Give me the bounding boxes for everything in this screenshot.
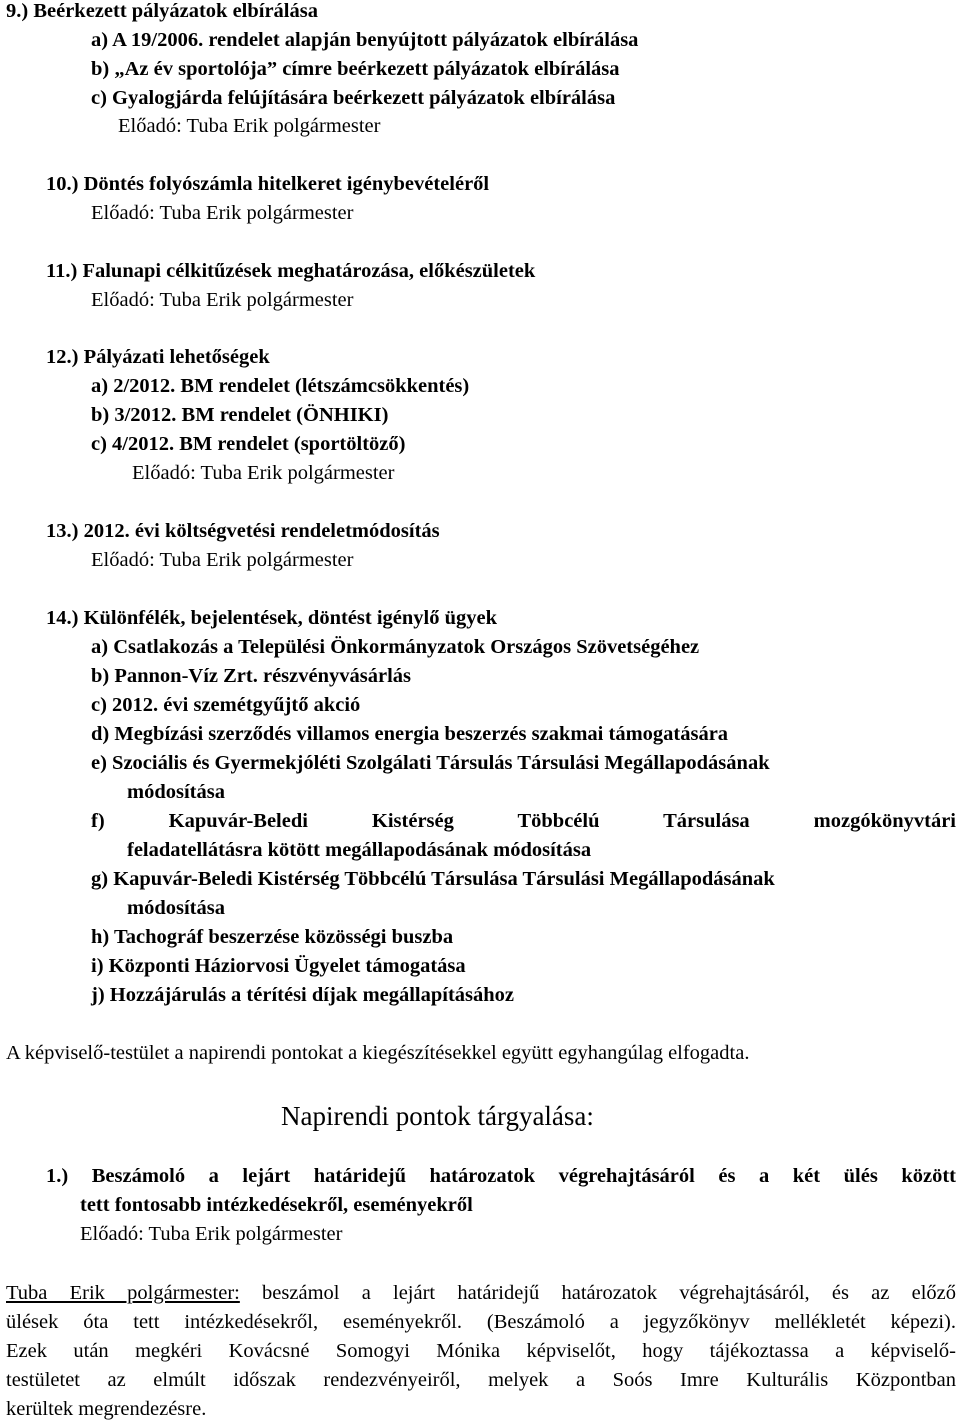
agenda-item-9-title: 9.) Beérkezett pályázatok elbírálása: [6, 0, 318, 22]
body-line-3: Ezek után megkéri Kovácsné Somogyi Mónika képviselőt, hogy tájékoztassa a képviselő-: [6, 1340, 956, 1362]
agenda-item-9-presenter: Előadó: Tuba Erik polgármester: [118, 115, 381, 137]
agenda-item-14g-cont: módosítása: [127, 897, 225, 919]
acceptance-statement: A képviselő-testület a napirendi pontokat a kiegészítésekkel együtt egyhangúlag elfogadta.: [6, 1042, 750, 1064]
agenda-item-13-presenter: Előadó: Tuba Erik polgármester: [91, 549, 354, 571]
body-line-1-text: beszámol a lejárt határidejű határozatok végrehajtásáról, és az előző: [239, 1282, 956, 1304]
section-heading: Napirendi pontok tárgyalása:: [281, 1101, 594, 1131]
agenda-item-14g: g) Kapuvár-Beledi Kistérség Többcélú Társulása Társulási Megállapodásának: [91, 868, 775, 890]
agenda-item-14-title: 14.) Különfélék, bejelentések, döntést igénylő ügyek: [46, 607, 497, 629]
agenda-item-10-presenter: Előadó: Tuba Erik polgármester: [91, 202, 354, 224]
agenda-item-14h: h) Tachográf beszerzése közösségi buszba: [91, 926, 454, 948]
agenda-item-12b: b) 3/2012. BM rendelet (ÖNHIKI): [91, 404, 389, 426]
agenda-item-14b: b) Pannon-Víz Zrt. részvényvásárlás: [91, 665, 412, 687]
agenda-item-9a: a) A 19/2006. rendelet alapján benyújtott pályázatok elbírálása: [91, 29, 639, 51]
agenda-item-10-title: 10.) Döntés folyószámla hitelkeret igénybevételéről: [46, 173, 490, 195]
point-1-presenter: Előadó: Tuba Erik polgármester: [80, 1223, 343, 1245]
agenda-item-11-presenter: Előadó: Tuba Erik polgármester: [91, 289, 354, 311]
agenda-item-14j: j) Hozzájárulás a térítési díjak megállapításához: [91, 984, 515, 1006]
agenda-item-9c: c) Gyalogjárda felújítására beérkezett pályázatok elbírálása: [91, 87, 616, 109]
body-line-4: testületet az elmúlt időszak rendezvényeiről, melyek a Soós Imre Kulturális Központban: [6, 1369, 956, 1391]
agenda-item-12c: c) 4/2012. BM rendelet (sportöltöző): [91, 433, 406, 455]
point-1-title: 1.) Beszámoló a lejárt határidejű határozatok végrehajtásáról és a két ülés között: [46, 1165, 956, 1187]
agenda-item-14f-cont: feladatellátásra kötött megállapodásának módosítása: [127, 839, 592, 861]
agenda-item-13-title: 13.) 2012. évi költségvetési rendeletmódosítás: [46, 520, 440, 542]
agenda-item-12a: a) 2/2012. BM rendelet (létszámcsökkentés): [91, 375, 470, 397]
body-line-2: ülések óta tett intézkedésekről, eseményekről. (Beszámoló a jegyzőkönyv mellékletét képezi).: [6, 1311, 956, 1333]
agenda-item-12-presenter: Előadó: Tuba Erik polgármester: [132, 462, 395, 484]
speaker-name: Tuba Erik polgármester:: [6, 1282, 240, 1304]
agenda-item-12-title: 12.) Pályázati lehetőségek: [46, 346, 270, 368]
agenda-item-11-title: 11.) Falunapi célkitűzések meghatározása, előkészületek: [46, 260, 536, 282]
agenda-item-14c: c) 2012. évi szemétgyűjtő akció: [91, 694, 361, 716]
point-1-title-cont: tett fontosabb intézkedésekről, eseményekről: [80, 1194, 473, 1216]
agenda-item-14a: a) Csatlakozás a Települési Önkormányzatok Országos Szövetségéhez: [91, 636, 700, 658]
body-line-1: [6, 1279, 956, 1308]
agenda-item-9b: b) „Az év sportolója” címre beérkezett pályázatok elbírálása: [91, 58, 620, 80]
agenda-item-14d: d) Megbízási szerződés villamos energia beszerzés szakmai támogatására: [91, 723, 729, 745]
agenda-item-14f: f) Kapuvár-Beledi Kistérség Többcélú Társulása mozgókönyvtári: [91, 810, 956, 832]
agenda-item-14i: i) Központi Háziorvosi Ügyelet támogatása: [91, 955, 466, 977]
agenda-item-14e: e) Szociális és Gyermekjóléti Szolgálati Társulás Társulási Megállapodásának: [91, 752, 770, 774]
agenda-item-14e-cont: módosítása: [127, 781, 225, 803]
body-line-5: kerültek megrendezésre.: [6, 1398, 207, 1420]
